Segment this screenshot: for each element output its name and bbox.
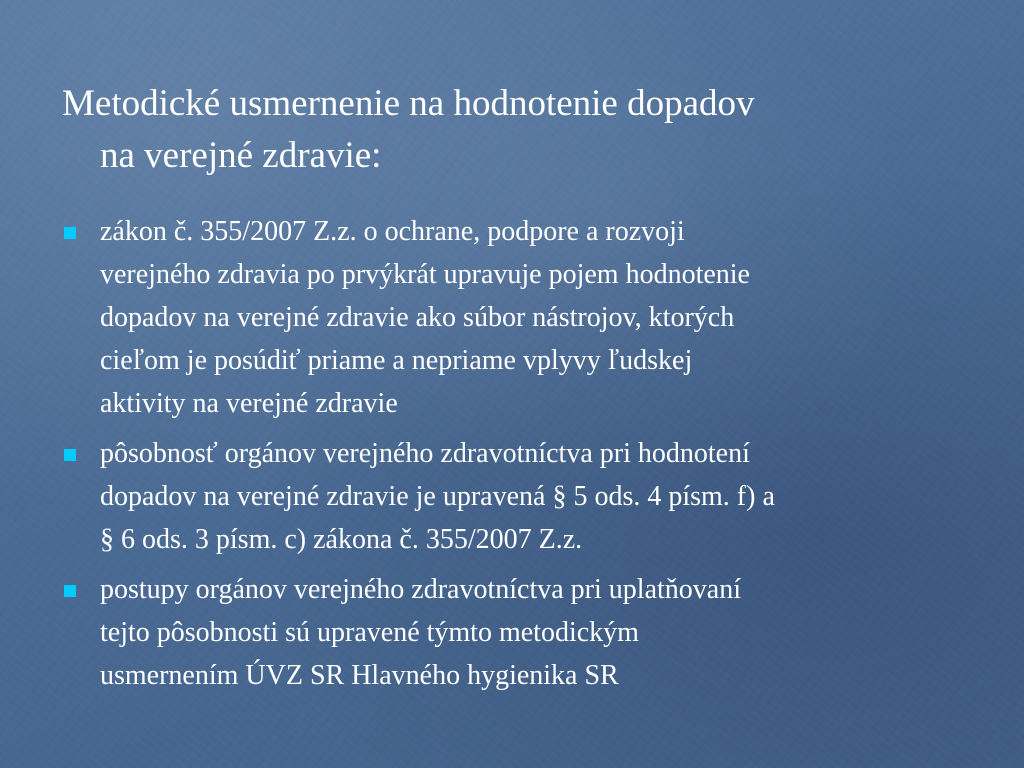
slide-title <box>62 78 962 182</box>
bullet-text-line: usmernením ÚVZ SR Hlavného hygienika SR <box>100 660 619 691</box>
bullet-item <box>62 432 972 561</box>
bullet-text-line: verejného zdravia po prvýkrát upravuje pojem hodnotenie <box>100 259 750 290</box>
square-bullet-icon <box>64 227 76 239</box>
bullet-text-line: postupy orgánov verejného zdravotníctva pri uplatňovaní <box>100 574 741 605</box>
bullet-text-line: cieľom je posúdiť priame a nepriame vplyvy ľudskej <box>100 345 693 376</box>
title-line: na verejné zdravie: <box>100 135 382 176</box>
bullet-text-line: dopadov na verejné zdravie ako súbor nástrojov, ktorých <box>100 302 735 333</box>
bullet-text-line: pôsobnosť orgánov verejného zdravotníctva pri hodnotení <box>100 438 750 469</box>
bullet-text-line: aktivity na verejné zdravie <box>100 388 398 419</box>
bullet-text-line: § 6 ods. 3 písm. c) zákona č. 355/2007 Z.z. <box>100 524 583 555</box>
bullet-list <box>62 210 972 704</box>
bullet-text-line: tejto pôsobnosti sú upravené týmto metodickým <box>100 617 639 648</box>
bullet-item <box>62 210 972 425</box>
title-line: Metodické usmernenie na hodnotenie dopadov <box>62 83 755 124</box>
square-bullet-icon <box>64 585 76 597</box>
bullet-text-line: zákon č. 355/2007 Z.z. o ochrane, podpore a rozvoji <box>100 216 685 247</box>
square-bullet-icon <box>64 449 76 461</box>
bullet-text-line: dopadov na verejné zdravie je upravená § 5 ods. 4 písm. f) a <box>100 481 775 512</box>
bullet-item <box>62 568 972 697</box>
